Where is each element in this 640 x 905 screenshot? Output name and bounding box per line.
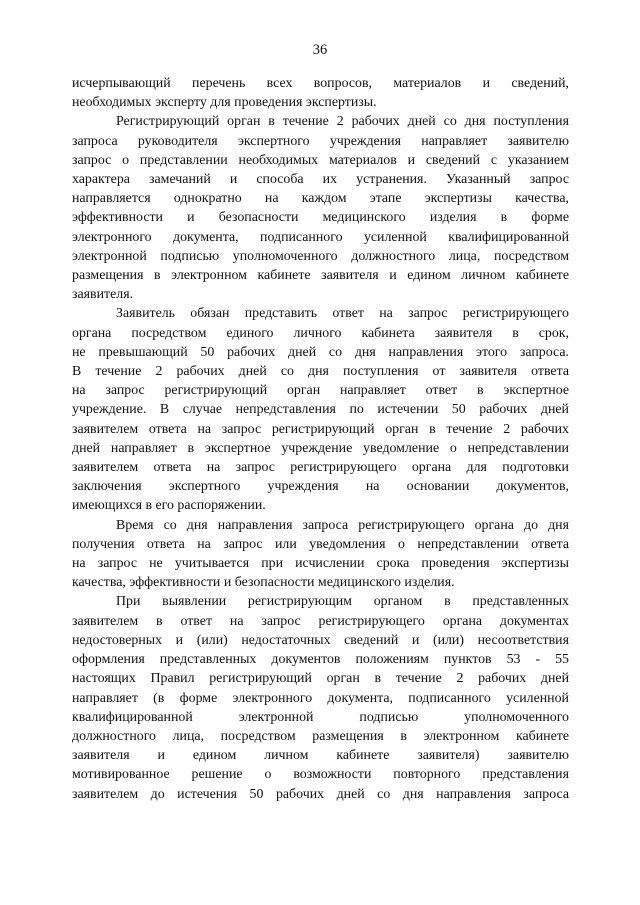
text-line: квалифицированной электронной подписью уполномоченного: [72, 709, 569, 725]
paragraph: [72, 592, 569, 803]
text-line: заявителя и едином личном кабинете заявителя) заявителю: [72, 748, 569, 764]
text-line: исчерпывающий перечень всех вопросов, материалов и сведений,: [72, 76, 569, 91]
text-line: эффективности и безопасности медицинского изделия в форме: [72, 210, 569, 226]
text-line: заключения экспертного учреждения на основании документов,: [72, 479, 569, 495]
text-line: При выявлении регистрирующим органом в представленных: [116, 594, 569, 610]
document-body: [72, 74, 569, 804]
text-line: характера замечаний и способа их устранения. Указанный запрос: [72, 172, 569, 188]
text-line: электронной подписью уполномоченного должностного лица, посредством: [72, 248, 569, 264]
text-line: заявителя.: [72, 287, 134, 303]
paragraph: [72, 74, 569, 112]
text-line: органа посредством единого личного кабинета заявителя в срок,: [72, 325, 569, 341]
paragraph: [72, 304, 569, 515]
text-line: оформления представленных документов положениям пунктов 53 - 55: [72, 652, 569, 668]
text-line: не превышающий 50 рабочих дней со дня направления этого запроса.: [72, 344, 569, 360]
text-line: учреждение. В случае непредставления по истечении 50 рабочих дней: [72, 402, 569, 418]
text-line: заявителем в ответ на запрос регистрирующего органа документах: [72, 613, 569, 629]
page-number: 36: [312, 42, 328, 58]
text-line: необходимых эксперту для проведения экспертизы.: [72, 95, 377, 111]
text-line: заявителем ответа на запрос регистрирующий орган в течение 2 рабочих: [72, 421, 569, 437]
text-line: должностного лица, посредством размещения в электронном кабинете: [72, 728, 569, 744]
text-line: Заявитель обязан представить ответ на запрос регистрирующего: [116, 306, 569, 322]
text-line: размещения в электронном кабинете заявителя и едином личном кабинете: [72, 268, 569, 284]
text-line: направляется однократно на каждом этапе экспертизы качества,: [72, 191, 569, 207]
text-line: недостоверных и (или) недостаточных сведений и (или) несоответствия: [72, 632, 569, 648]
text-line: В течение 2 рабочих дней со дня поступления от заявителя ответа: [72, 364, 569, 380]
text-line: запрос о представлении необходимых материалов и сведений с указанием: [72, 152, 569, 168]
text-line: на запрос регистрирующий орган направляет ответ в экспертное: [72, 383, 569, 399]
text-line: на запрос не учитывается при исчислении срока проведения экспертизы: [72, 556, 569, 572]
paragraph: [72, 516, 569, 593]
text-line: электронного документа, подписанного усиленной квалифицированной: [72, 229, 569, 245]
text-line: заявителем до истечения 50 рабочих дней со дня направления запроса: [72, 786, 569, 802]
text-line: настоящих Правил регистрирующий орган в течение 2 рабочих дней: [72, 671, 569, 687]
text-line: направляет (в форме электронного документа, подписанного усиленной: [72, 690, 569, 706]
text-line: заявителем ответа на запрос регистрирующего органа для подготовки: [72, 460, 569, 476]
text-line: Время со дня направления запроса регистрирующего органа до дня: [116, 517, 569, 533]
text-line: имеющихся в его распоряжении.: [72, 498, 266, 514]
text-line: запроса руководителя экспертного учреждения направляет заявителю: [72, 133, 569, 149]
text-line: Регистрирующий орган в течение 2 рабочих дней со дня поступления: [116, 114, 569, 130]
text-line: мотивированное решение о возможности повторного представления: [72, 767, 569, 783]
text-line: качества, эффективности и безопасности медицинского изделия.: [72, 575, 455, 591]
paragraph: [72, 112, 569, 304]
text-line: дней направляет в экспертное учреждение уведомление о непредставлении: [72, 440, 569, 456]
text-line: получения ответа на запрос или уведомления о непредставлении ответа: [72, 536, 569, 552]
